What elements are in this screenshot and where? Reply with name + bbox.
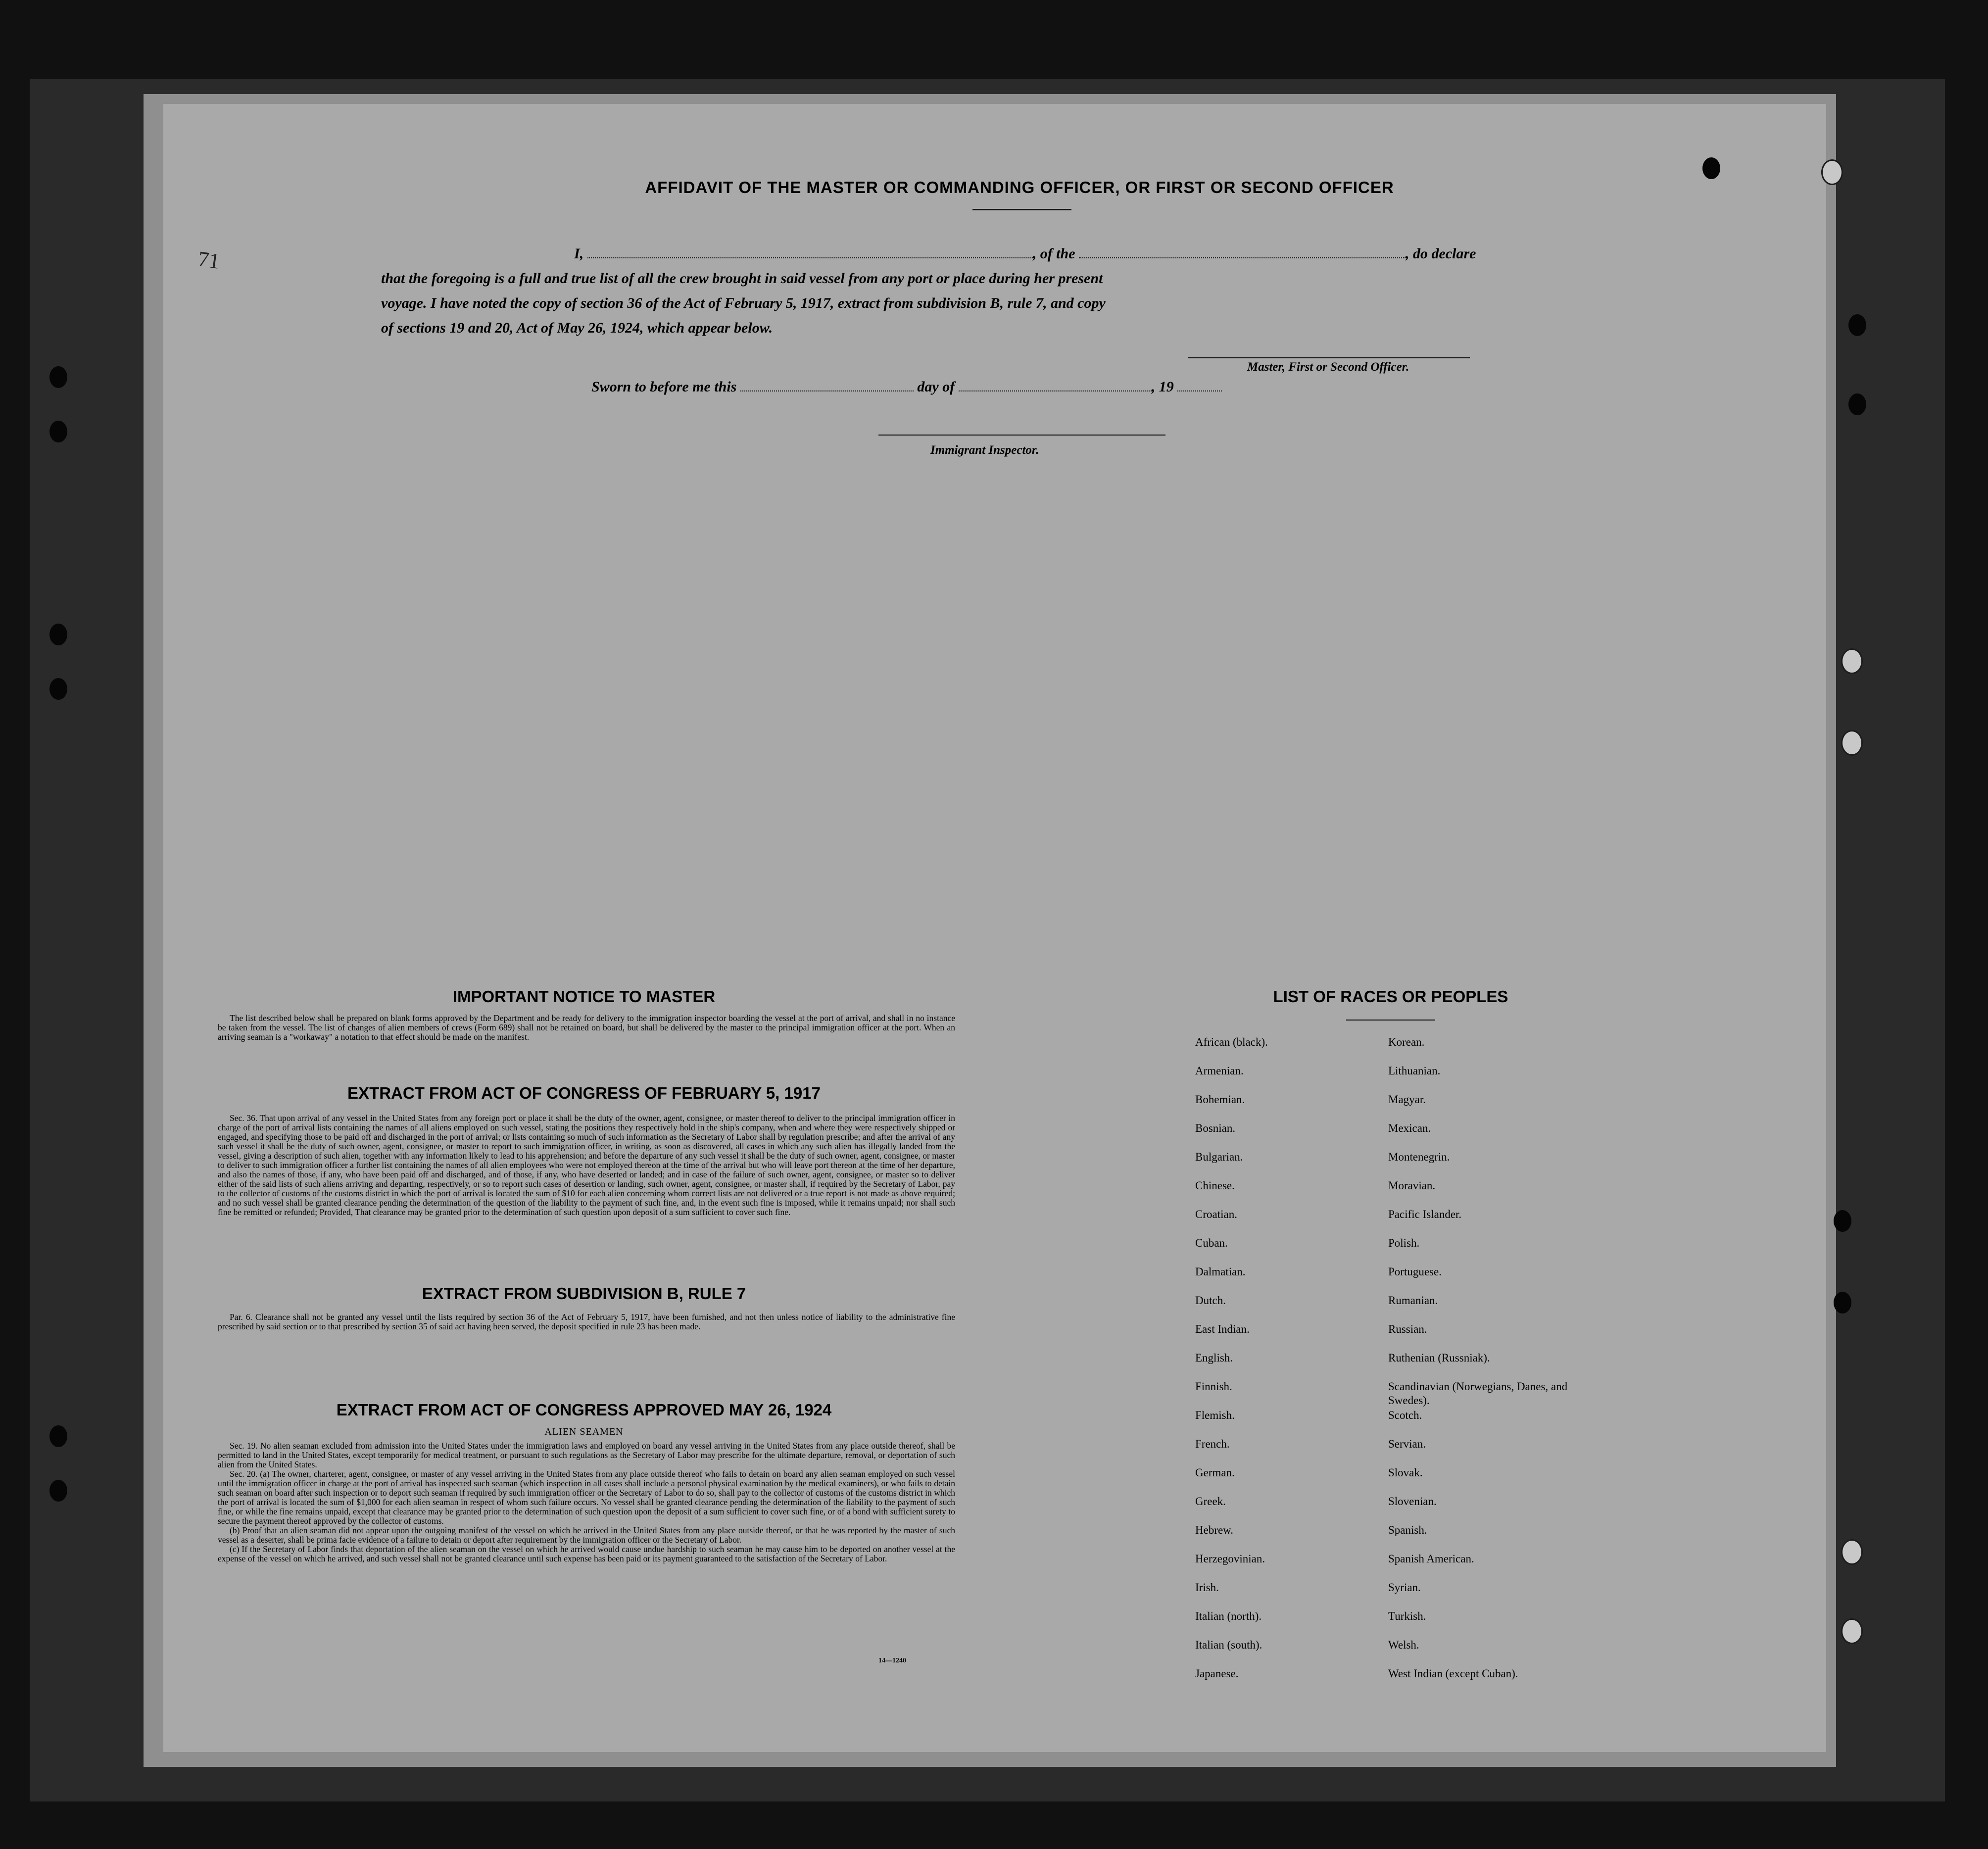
races-title: LIST OF RACES OR PEOPLES	[1273, 987, 1508, 1006]
sec-20c-paragraph: (c) If the Secretary of Labor finds that deportation of the alien seaman on the vessel on which he arrived would cause undue hardship to such seaman he may cause him to be deported on another vessel at the expense of the vessel on which he arrived, and such vessel shall not be granted clearance until such expense has been paid or its payment guaranteed to the satisfaction of the Secretary of Labor.	[218, 1544, 955, 1563]
punch-hole-icon	[49, 421, 67, 442]
punch-hole-icon	[1834, 1210, 1851, 1232]
ring-hole-icon	[1841, 1618, 1863, 1644]
sec-20a-paragraph: Sec. 20. (a) The owner, charterer, agent, consignee, or master of any vessel arriving in the United States from any place outside thereof who fails to detain on board any alien seaman employed on such vessel until the immigration officer in charge at the port of arrival has inspected such seaman (which inspection in all cases shall include a personal physical examination by the medical examiners), or who fails to detain such seaman on board after such inspection or to deport such seaman if required by such immigration officer or the Secretary of Labor to do so, shall pay to the collector of customs of the customs district in which the port of arrival is located the sum of $1,000 for each alien seaman in respect of whom such failure occurs. No vessel shall be granted clearance pending the determination of the liability to the payment of such fine, or while the fine remains unpaid, except that clearance may be granted prior to the determination of such question upon the deposit of a sum sufficient to cover such fine, or of a bond with sufficient surety to secure the payment thereof approved by the collector of customs.	[218, 1469, 955, 1526]
race-item: Polish.	[1388, 1237, 1420, 1249]
race-item: Spanish.	[1388, 1524, 1427, 1536]
punch-hole-icon	[1834, 1292, 1851, 1314]
race-item: Lithuanian.	[1388, 1065, 1441, 1077]
race-item: Welsh.	[1388, 1639, 1419, 1651]
race-item: Mexican.	[1388, 1122, 1431, 1134]
race-item: African (black).	[1195, 1036, 1268, 1048]
race-item: Hebrew.	[1195, 1524, 1234, 1536]
race-item: Slovak.	[1388, 1466, 1423, 1479]
title-underline	[972, 209, 1071, 210]
ring-hole-icon	[1841, 648, 1863, 674]
races-title-underline	[1346, 1020, 1435, 1021]
rule-7-title: EXTRACT FROM SUBDIVISION B, RULE 7	[422, 1284, 746, 1303]
race-item: English.	[1195, 1352, 1233, 1364]
par-6-paragraph: Par. 6. Clearance shall not be granted any vessel until the lists required by section 36 of the Act of February 5, 1917, have been furnished, and not then unless notice of liability to the administrative fine prescribed by said section or to that prescribed by section 35 of said act having been served, the deposit specified in rule 23 has been made.	[218, 1312, 955, 1331]
name-field[interactable]	[587, 246, 1033, 258]
punch-hole-icon	[49, 624, 67, 645]
sworn-year-field[interactable]	[1177, 380, 1222, 391]
declaration-line-4: of sections 19 and 20, Act of May 26, 1924, which appear below.	[381, 320, 773, 336]
punch-hole-icon	[49, 366, 67, 388]
rule-7-text	[218, 1313, 955, 1331]
declaration-block	[381, 242, 1509, 341]
sworn-text: Sworn to before me this	[591, 379, 737, 395]
ring-hole-icon	[1841, 730, 1863, 756]
race-item: Dutch.	[1195, 1294, 1226, 1307]
race-item: Magyar.	[1388, 1093, 1426, 1106]
sworn-line	[591, 379, 1222, 395]
form-number: 14—1240	[878, 1657, 906, 1664]
race-item: Bulgarian.	[1195, 1151, 1243, 1163]
race-item: Rumanian.	[1388, 1294, 1438, 1307]
act-1924-text	[218, 1441, 955, 1563]
ring-hole-icon	[1841, 1539, 1863, 1565]
declaration-i: I,	[574, 245, 584, 262]
punch-hole-icon	[1848, 314, 1866, 336]
race-item: Italian (north).	[1195, 1610, 1262, 1622]
sec-19-paragraph: Sec. 19. No alien seaman excluded from admission into the United States under the immigration laws and employed on board any vessel arriving in the United States from any place outside thereof, shall be permitted to land in the United States, except temporarily for medical treatment, or pursuant to such regulations as the Secretary of Labor may prescribe for the ultimate departure, removal, or deportation of such alien from the United States.	[218, 1441, 955, 1469]
vessel-field[interactable]	[1079, 246, 1406, 258]
affidavit-title: AFFIDAVIT OF THE MASTER OR COMMANDING OFFICER, OR FIRST OR SECOND OFFICER	[645, 178, 1394, 196]
race-item: Syrian.	[1388, 1581, 1421, 1594]
race-item: Greek.	[1195, 1495, 1226, 1508]
sworn-day-field[interactable]	[740, 380, 914, 391]
race-item: Croatian.	[1195, 1208, 1237, 1220]
race-item: Montenegrin.	[1388, 1151, 1450, 1163]
sworn-day-of: day of	[917, 379, 955, 395]
race-item: French.	[1195, 1438, 1230, 1450]
race-item: Chinese.	[1195, 1179, 1235, 1192]
race-item: Slovenian.	[1388, 1495, 1437, 1508]
act-1924-title: EXTRACT FROM ACT OF CONGRESS APPROVED MAY 26, 1924	[336, 1401, 832, 1419]
race-item: Bohemian.	[1195, 1093, 1245, 1106]
race-item: Spanish American.	[1388, 1553, 1474, 1565]
act-1917-title: EXTRACT FROM ACT OF CONGRESS OF FEBRUARY 5, 1917	[347, 1084, 821, 1102]
race-item: Irish.	[1195, 1581, 1219, 1594]
sworn-year: , 19	[1151, 379, 1174, 395]
race-item: Armenian.	[1195, 1065, 1244, 1077]
corner-mark: 71	[196, 246, 222, 274]
punch-hole-icon	[49, 678, 67, 700]
sec-20b-paragraph: (b) Proof that an alien seaman did not appear upon the outgoing manifest of the vessel on which he arrived in the United States from any place outside thereof, or that he was reported by the master of such vessel as a deserter, shall be prima facie evidence of a failure to detain or deport after requirement by the immigration officer or the Secretary of Labor.	[218, 1525, 955, 1545]
notice-paragraph: The list described below shall be prepared on blank forms approved by the Department and be ready for delivery to the immigration inspector boarding the vessel at the port of arrival, and shall in no instance be taken from the vessel. The list of changes of alien members of crews (Form 689) shall not be retained on board, but shall be delivered by the master to the principal immigration officer at the port. When an arriving seaman is a "workaway" a notation to that effect should be made on the manifest.	[218, 1013, 955, 1042]
declaration-declare: , do declare	[1406, 245, 1476, 262]
race-item: West Indian (except Cuban).	[1388, 1667, 1518, 1680]
race-item: Pacific Islander.	[1388, 1208, 1462, 1220]
race-item: Portuguese.	[1388, 1265, 1442, 1278]
race-item: Ruthenian (Russniak).	[1388, 1352, 1490, 1364]
race-item: Scotch.	[1388, 1409, 1422, 1421]
race-item: Dalmatian.	[1195, 1265, 1246, 1278]
sec-36-paragraph: Sec. 36. That upon arrival of any vessel in the United States from any foreign port or place it shall be the duty of the owner, agent, consignee, or master thereof to deliver to the principal immigration officer in charge of the port of arrival lists containing the names of all aliens employed on such vessel, stating the positions they respectively hold in the ship's company, when and where they were respectively shipped or engaged, and specifying those to be paid off and discharged in the port of arrival; or lists containing so much of such information as the Secretary of Labor shall by regulation prescribe; and after the arrival of any such vessel it shall be the duty of such owner, agent, consignee, or master to report to such immigration officer, in writing, as soon as discovered, all cases in which any such alien has illegally landed from the vessel, giving a description of such alien, together with any information likely to lead to his apprehension; and before the departure of any such vessel it shall be the duty of such owner, agent, consignee, or master to deliver to such immigration officer a further list containing the names of all alien employees who were not employed thereon at the time of the arrival but who will leave port thereon at the time of her departure, and also the names of those, if any, who have been paid off and discharged, and of those, if any, who have deserted or landed; and in case of the failure of such owner, agent, consignee, or master so to deliver either of the said lists of such aliens arriving and departing, respectively, or so to report such cases of desertion or landing, such owner, agent, consignee, or master shall, if required by the Secretary of Labor, pay to the collector of customs of the customs district in which the port of arrival is located the sum of $10 for each alien concerning whom correct lists are not delivered or a true report is not made as above required; and no such vessel shall be granted clearance pending the determination of the question of the liability to the payment of such fine, and, in the event such fine is imposed, while it remains unpaid; nor shall such fine be remitted or refunded; Provided, That clearance may be granted prior to the determination of such question upon deposit of a sum sufficient to cover such fine.	[218, 1113, 955, 1217]
declaration-of: , of the	[1032, 245, 1075, 262]
races-left-column	[1195, 1035, 1383, 1696]
act-1917-text	[218, 1114, 955, 1217]
race-item: East Indian.	[1195, 1323, 1250, 1335]
punch-hole-icon	[49, 1480, 67, 1502]
race-item: Cuban.	[1195, 1237, 1228, 1249]
master-signature-label: Master, First or Second Officer.	[1247, 360, 1409, 374]
race-item: Herzegovinian.	[1195, 1553, 1265, 1565]
race-item: Flemish.	[1195, 1409, 1235, 1421]
declaration-line-3: voyage. I have noted the copy of section 36 of the Act of February 5, 1917, extract from subdivision B, rule 7, and copy	[381, 295, 1106, 311]
race-item: Korean.	[1388, 1036, 1425, 1048]
race-item: Japanese.	[1195, 1667, 1239, 1680]
punch-hole-icon	[1702, 157, 1720, 179]
ring-hole-icon	[1821, 159, 1843, 185]
race-item: Italian (south).	[1195, 1639, 1262, 1651]
sworn-month-field[interactable]	[959, 380, 1152, 391]
notice-text	[218, 1014, 955, 1042]
alien-seamen-subtitle: ALIEN SEAMEN	[544, 1426, 624, 1437]
master-signature-line	[1188, 357, 1470, 358]
notice-title: IMPORTANT NOTICE TO MASTER	[452, 987, 716, 1006]
inspector-label: Immigrant Inspector.	[930, 443, 1039, 457]
race-item: Moravian.	[1388, 1179, 1436, 1192]
punch-hole-icon	[49, 1425, 67, 1447]
race-item: Servian.	[1388, 1438, 1426, 1450]
race-item: Finnish.	[1195, 1380, 1232, 1393]
declaration-line-2: that the foregoing is a full and true list of all the crew brought in said vessel from any port or place during her present	[381, 270, 1103, 287]
race-item: German.	[1195, 1466, 1235, 1479]
punch-hole-icon	[1848, 393, 1866, 415]
race-item: Bosnian.	[1195, 1122, 1236, 1134]
races-right-column	[1388, 1035, 1576, 1696]
inspector-signature-line	[878, 435, 1165, 436]
race-item: Russian.	[1388, 1323, 1427, 1335]
race-item: Scandinavian (Norwegians, Danes, and Swedes).	[1388, 1380, 1568, 1407]
race-item: Turkish.	[1388, 1610, 1426, 1622]
